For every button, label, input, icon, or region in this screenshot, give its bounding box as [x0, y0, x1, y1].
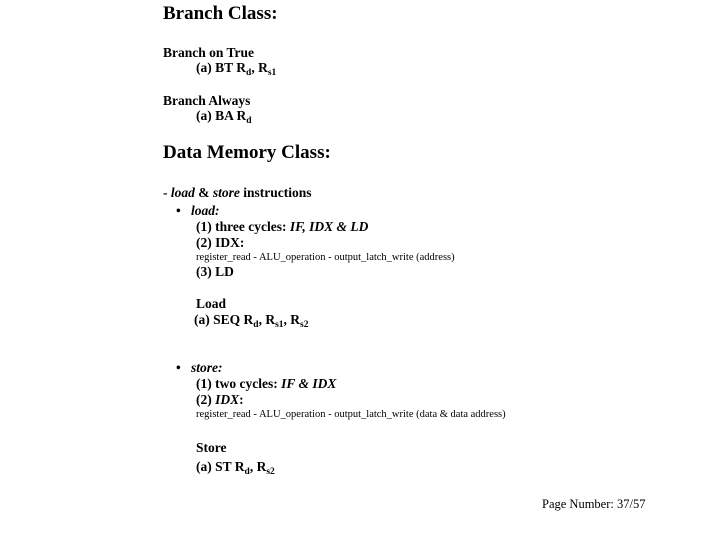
- store-step-2-detail: register_read - ALU_operation - output_latch_write (data & data address): [196, 409, 506, 420]
- load-heading: Load: [196, 296, 227, 311]
- branch-always-heading: Branch Always: [163, 93, 251, 108]
- load-step-2-detail: register_read - ALU_operation - output_latch_write (address): [196, 252, 455, 263]
- branch-on-true-syntax: (a) BT $R_d$, $R_{s1}$: [196, 60, 277, 78]
- data-memory-class-title: Data Memory Class:: [163, 142, 331, 163]
- store-syntax: (a) ST $R_d$, $R_{s2}$: [196, 459, 275, 477]
- load-label: load:: [191, 203, 220, 218]
- load-bullet-icon: •: [176, 203, 181, 218]
- store-label: store:: [191, 360, 223, 375]
- branch-always-syntax: (a) BA $R_d$: [196, 108, 252, 126]
- load-step-1: (1) three cycles: IF, IDX & LD: [196, 219, 369, 234]
- load-step-3: (3) LD: [196, 264, 234, 279]
- store-step-1: (1) two cycles: IF & IDX: [196, 376, 337, 391]
- store-bullet-icon: •: [176, 360, 181, 375]
- branch-on-true-heading: Branch on True: [163, 45, 255, 60]
- load-step-2: (2) IDX:: [196, 235, 245, 250]
- load-store-intro: - load & store instructions: [163, 185, 312, 200]
- store-step-2: (2) IDX:: [196, 392, 244, 407]
- load-syntax: (a) SEQ $R_d$, $R_{s1}$, $R_{s2}$: [194, 312, 309, 330]
- store-heading: Store: [196, 440, 227, 455]
- branch-class-title: Branch Class:: [163, 3, 278, 24]
- page-number: Page Number: 37/57: [542, 497, 646, 511]
